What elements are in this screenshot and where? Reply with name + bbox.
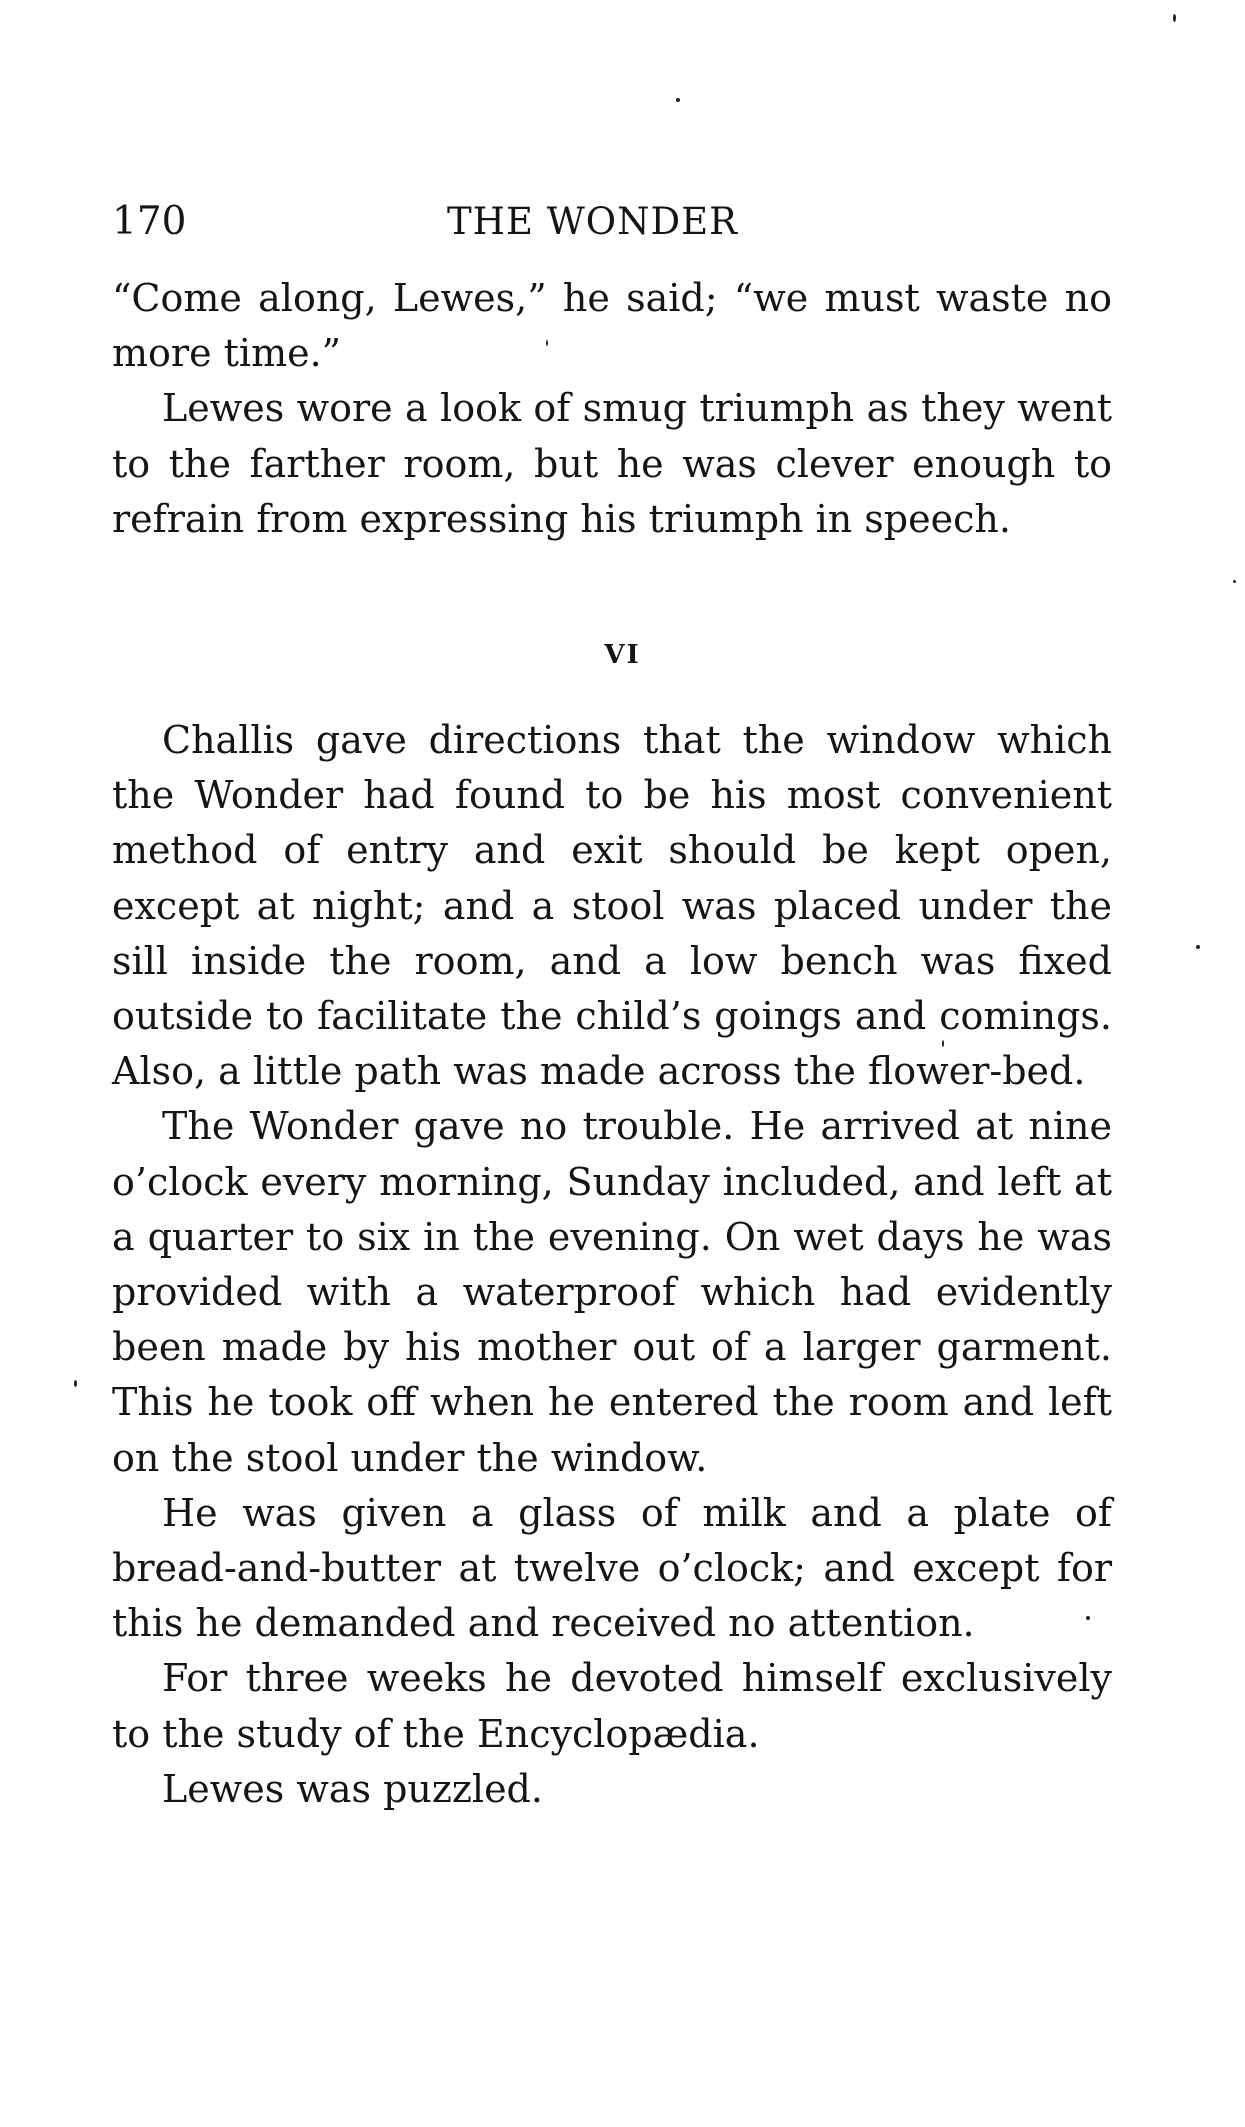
section-two-text [112,713,1112,1817]
paragraph-wonder-no-trouble: The Wonder gave no trouble. He arrived at nine o’clock every morning, Sunday included, and left at a quarter to six in the evening. On wet days he was provided with a waterproof which had evidently been made by his mother out of a larger garment. This he took off when he entered the room and left on the stool under the window. [112,1104,1112,1480]
paragraph-come-along: “Come along, Lewes,” he said; “we must waste no more time.” [112,276,1112,376]
scan-speck [74,1380,77,1387]
section-one-text [112,271,1112,547]
scan-speck [1086,1616,1090,1620]
paragraph-challis-directions: Challis gave directions that the window which the Wonder had found to be his most convenient method of entry and exit should be kept open, except at night; and a stool was placed under the sill inside the room, and a low bench was fixed outside to facilitate the child’s goings and comings. Also, a little path was made across the flower-bed. [112,718,1112,1094]
page-header [112,196,1112,248]
section-numeral: VI [604,640,641,670]
page-number: 170 [112,199,187,244]
scan-speck [546,340,548,346]
running-head: THE WONDER [447,200,738,243]
scan-speck [942,1040,944,1047]
scan-speck [1233,580,1236,583]
paragraph-three-weeks: For three weeks he devoted himself exclusively to the study of the Encyclopædia. [112,1656,1112,1756]
paragraph-smug-triumph: Lewes wore a look of smug triumph as they went to the farther room, but he was clever enough to refrain from expressing his triumph in speech. [112,386,1112,541]
paragraph-lewes-puzzled: Lewes was puzzled. [162,1766,543,1811]
scan-speck [676,98,680,102]
scan-speck [1173,14,1176,22]
scan-speck [1196,945,1200,949]
paragraph-glass-of-milk: He was given a glass of milk and a plate of bread-and-butter at twelve o’clock; and except for this he demanded and received no attention. [112,1490,1112,1646]
